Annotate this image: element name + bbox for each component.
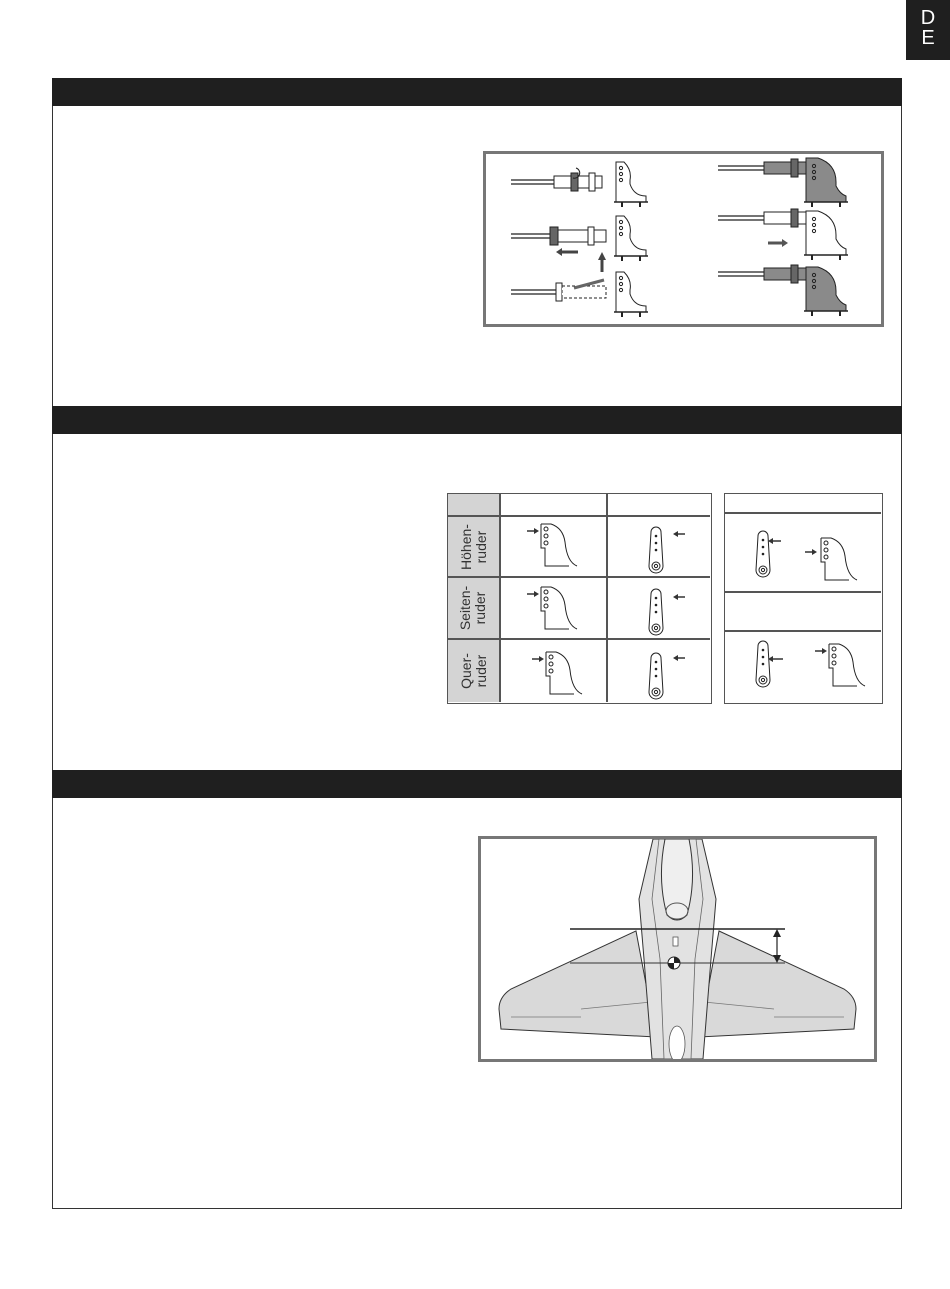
rudder-horn-drawing xyxy=(527,587,577,629)
section-header-bar-control-horns xyxy=(52,406,902,434)
elevator-horn-drawing xyxy=(527,524,577,566)
linkage-result-2 xyxy=(718,209,848,260)
linkage-step-1 xyxy=(511,162,648,207)
secondary-row-3-drawing xyxy=(756,641,865,687)
elevator-servo-drawing xyxy=(649,527,685,573)
row-label-rudder-text: Seiten- ruder xyxy=(457,585,489,631)
linkage-illustration xyxy=(486,154,881,324)
secondary-row-1-drawing xyxy=(756,531,857,580)
aileron-servo-drawing xyxy=(649,653,685,699)
horn-position-table xyxy=(447,493,712,704)
language-tab xyxy=(906,0,950,60)
row-label-aileron-text: Quer- ruder xyxy=(457,653,489,689)
section-header-bar-center-of-gravity xyxy=(52,770,902,798)
horn-table-drawings xyxy=(448,494,710,702)
horn-position-table-secondary xyxy=(724,493,883,704)
secondary-table-drawings xyxy=(725,494,881,702)
linkage-illustration-panel xyxy=(483,151,884,327)
linkage-result-1 xyxy=(718,158,848,207)
language-tab-line2: E xyxy=(921,27,935,49)
linkage-step-2 xyxy=(511,216,648,261)
row-label-elevator-text: Höhen- ruder xyxy=(457,523,489,570)
airplane-top-view xyxy=(481,839,874,1059)
language-tab-line1: D xyxy=(920,7,936,29)
center-of-gravity-panel xyxy=(478,836,877,1062)
section-header-bar-linkage xyxy=(52,78,902,106)
rudder-servo-drawing xyxy=(649,589,685,635)
aileron-horn-drawing xyxy=(532,652,582,694)
linkage-step-3 xyxy=(511,252,648,317)
linkage-result-3 xyxy=(718,265,848,316)
